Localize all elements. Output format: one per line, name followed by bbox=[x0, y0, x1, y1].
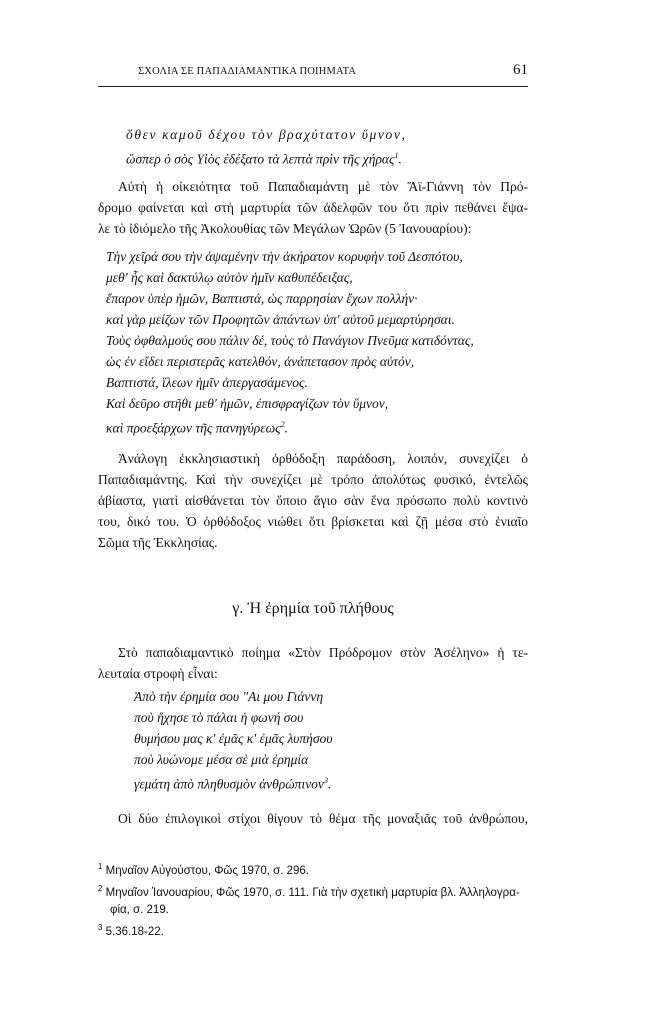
verse-line: γεμάτη ἀπὸ πληθυσμὸν ἀνθρώπινον$^3$. bbox=[134, 776, 332, 792]
paragraph-line: Σῶμα τῆς Ἐκκλησίας. bbox=[98, 535, 218, 550]
paragraph-4 bbox=[98, 808, 528, 829]
hymn-line: καὶ γὰρ μείζων τῶν Προφητῶν ἁπάντων ὑπ' αὐτοῦ μεμαρτύρησαι. bbox=[106, 312, 455, 327]
footnote-mark: 3 bbox=[98, 922, 103, 932]
hymn-quote bbox=[98, 246, 528, 439]
footnote-mark: 1 bbox=[98, 862, 103, 871]
paragraph-line: Παπαδιαμάντης. Καὶ τὴν συνεχίζει μὲ τρόπο ἀπολύτως φυσικό, ἐντελῶς bbox=[98, 472, 528, 487]
paragraph-line: ἀβίαστα, γιατὶ αἰσθάνεται τὸν ὅποιο ἅγιο σὰν ἕνα πρόσωπο πολὺ κοντινὸ bbox=[98, 493, 528, 508]
hymn-line: Τοὺς ὀφθαλμούς σου πάλιν δέ, τοὺς τὸ Πανάγιον Πνεῦμα κατιδόντας, bbox=[106, 333, 474, 348]
footnote-2 bbox=[98, 880, 528, 902]
footnote-3 bbox=[98, 919, 528, 941]
page-number: 61 bbox=[513, 62, 528, 78]
hymn-line: ἔπαρον ὑπὲρ ἡμῶν, Βαπτιστά, ὡς παρρησίαν ἔχων πολλήν· bbox=[106, 291, 418, 306]
hymn-line-text: καὶ προεξάρχων τῆς πανηγύρεως bbox=[106, 420, 281, 436]
footnote-ref: 2 bbox=[280, 420, 285, 429]
hymn-line: καὶ προεξάρχων τῆς πανηγύρεως$^2$. bbox=[106, 420, 288, 436]
running-title: ΣΧΟΛΙΑ ΣΕ ΠΑΠΑΔΙΑΜΑΝΤΙΚΑ ΠΟΙΗΜΑΤΑ bbox=[138, 66, 357, 77]
verse-line: ὥσπερ ὁ σὸς Υἱὸς ἐδέξατο τὰ λεπτὰ πρὶν τῆς χήρας$^1$. bbox=[126, 151, 402, 167]
verse-line-text: γεμάτη ἀπὸ πληθυσμὸν ἀνθρώπινον bbox=[134, 776, 324, 792]
paragraph-line: λευταία στροφὴ εἶναι: bbox=[98, 666, 218, 681]
footnote-ref: 1 bbox=[394, 151, 399, 160]
paragraph-3 bbox=[98, 642, 528, 684]
hymn-line: Τὴν χεῖρά σου τὴν ἁψαμένην τὴν ἀκήρατον κορυφὴν τοῦ Δεσπότου, bbox=[106, 249, 463, 264]
verse-quote-1 bbox=[98, 124, 528, 170]
hymn-line: μεθ' ἧς καὶ δακτύλῳ αὐτὸν ἡμῖν καθυπέδειξας, bbox=[106, 270, 353, 285]
hymn-line: Βαπτιστά, ἵλεων ἡμῖν ἀπεργασάμενος. bbox=[106, 375, 308, 390]
paragraph-line: Στὸ παπαδιαμαντικὸ ποίημα «Στὸν Πρόδρομον στὸν Ἀσέληνο» ἡ τε- bbox=[118, 645, 528, 660]
verse-quote-2 bbox=[98, 686, 528, 795]
paragraph-line: λε τὸ ἰδιόμελο τῆς Ἀκολουθίας τῶν Μεγάλων Ὡρῶν (5 Ἰανουαρίου): bbox=[98, 221, 472, 236]
paragraph-1 bbox=[98, 176, 528, 239]
footnote-ref: 3 bbox=[323, 776, 328, 785]
footnote-text: φία, σ. 219. bbox=[110, 903, 169, 916]
paragraph-line: Αὐτὴ ἡ οἰκειότητα τοῦ Παπαδιαμάντη μὲ τὸν Ἅϊ-Γιάννη τὸν Πρό- bbox=[118, 179, 528, 194]
verse-line: ποὺ λυώνομε μέσα σὲ μιὰ ἐρημία bbox=[134, 752, 309, 767]
paragraph-line: του, δικό του. Ὁ ὀρθόδοξος νιώθει ὅτι βρίσκεται καὶ ζῇ μέσα στὸ ἑνιαῖο bbox=[98, 514, 528, 529]
footnote-mark: 2 bbox=[98, 883, 103, 893]
paragraph-line: Οἱ δύο ἐπιλογικοὶ στίχοι θίγουν τὸ θέμα τῆς μοναξιᾶς τοῦ ἀνθρώπου, bbox=[118, 811, 528, 826]
section-heading: γ. Ἡ ἐρημία τοῦ πλήθους bbox=[232, 600, 394, 617]
running-header bbox=[98, 60, 528, 87]
paragraph-2 bbox=[98, 448, 528, 553]
verse-line: ποὺ ἤχησε τὸ πάλαι ἡ φωνή σου bbox=[134, 710, 304, 725]
footnote-text: Μηναῖον Ἰανουαρίου, Φῶς 1970, σ. 111. Γιὰ τὴν σχετικὴ μαρτυρία βλ. Ἀλληλογρα- bbox=[105, 886, 520, 899]
hymn-line: ὡς ἐν εἴδει περιστερᾶς κατελθόν, ἀνάπετασον πρὸς αὐτόν, bbox=[106, 354, 415, 369]
paragraph-line: Ἀνάλογη ἐκκλησιαστικὴ ὀρθόδοξη παράδοση, λοιπόν, συνεχίζει ὁ bbox=[118, 451, 528, 466]
footnotes bbox=[98, 858, 528, 940]
verse-line-text: ὥσπερ ὁ σὸς Υἱὸς ἐδέξατο τὰ λεπτὰ πρὶν τῆς χήρας bbox=[126, 151, 395, 167]
verse-line: ὅθεν καμοῦ δέχου τὸν βραχύτατον ὕμνον, bbox=[126, 127, 407, 142]
footnote-text: Μηναῖον Αὐγούστου, Φῶς 1970, σ. 296. bbox=[105, 864, 309, 877]
verse-line: θυμήσου μας κ' ἐμᾶς κ' ἐμᾶς λυπήσου bbox=[134, 731, 333, 746]
footnote-text: 5.36.18-22. bbox=[105, 925, 164, 938]
hymn-line: Καὶ δεῦρο στῆθι μεθ' ἡμῶν, ἐπισφραγίζων τὸν ὕμνον, bbox=[106, 396, 389, 411]
footnote-2-continued bbox=[98, 902, 528, 919]
verse-line: Ἀπὸ τὴν ἐρημία σου "Αι μου Γιάννη bbox=[134, 689, 324, 704]
footnote-1 bbox=[98, 858, 528, 880]
paragraph-line: δρομο φαίνεται καὶ στὴ μαρτυρία τῶν ἀδελφῶν του ὅτι πρὶν πεθάνει ἔψα- bbox=[98, 200, 528, 215]
